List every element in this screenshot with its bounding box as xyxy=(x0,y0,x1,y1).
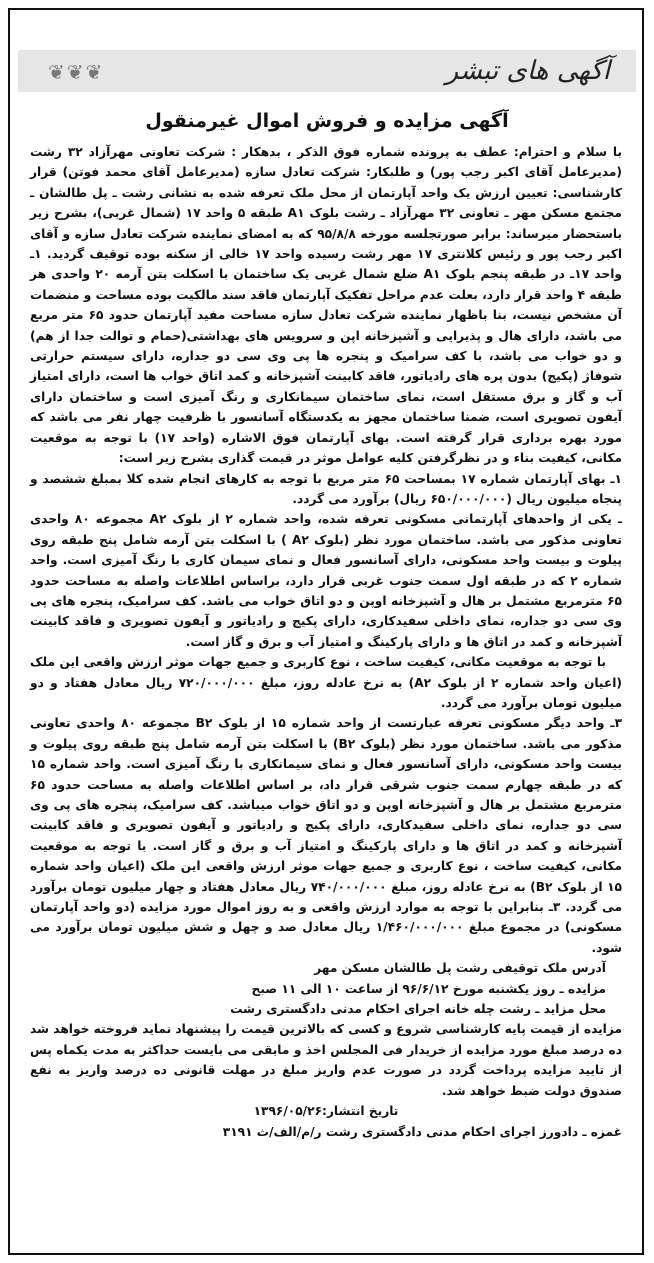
auction-terms: مزایده از قیمت پایه کارشناسی شروع و کسی که بالاترین قیمت را پیشنهاد نماید فروخته خواهد شد ده درصد مبلغ مورد مزایده از خریدار فی المجلس اخذ و مابقی می بایست حداکثر به مدت یکماه پس از تایید مزایده پرداخت گردد در صورت عدم واریز مبلغ در مهلت قانونی ده درصد واریز به نفع صندوق دولت ضبط خواهد شد. xyxy=(30,1022,622,1098)
paragraph-unit-2-value: با توجه به موقعیت مکانی، کیفیت ساخت ، نوع کاربری و جمیع جهات موثر ارزش واقعی این ملک (اعیان واحد شماره ۲ از بلوک A۲) به نرخ عادله روز، مبلغ ۷۲۰/۰۰۰/۰۰۰ ریال معادل هفتاد و دو میلیون تومان برآورد می گردد. xyxy=(30,655,622,710)
paragraph-unit-17: ۱ـ بهای آپارتمان شماره ۱۷ بمساحت ۶۵ متر مربع با توجه به کارهای انجام شده کلا بمبلغ ششصد و پنجاه میلیون ریال (۶۵۰/۰۰۰/۰۰۰ ریال) برآورد می گردد. xyxy=(30,471,622,506)
signature: غمزه ـ دادورز اجرای احکام مدنی دادگستری رشت ر/م/الف/ث ۳۱۹۱ xyxy=(222,1124,622,1139)
property-address: آدرس ملک توقیفی رشت پل طالشان مسکن مهر xyxy=(314,961,606,976)
notice-body xyxy=(30,142,622,1142)
auction-location: محل مزاید ـ رشت چله خانه اجرای احکام مدنی دادگستری رشت xyxy=(230,1002,606,1017)
newspaper-header xyxy=(18,50,636,92)
auction-time: مزایده ـ روز یکشنبه مورخ ۹۶/۶/۱۲ از ساعت ۱۰ الی ۱۱ صبح xyxy=(251,981,606,996)
notice-title: آگهی مزایده و فروش اموال غیرمنقول xyxy=(145,110,509,132)
paragraph-unit-2: ـ یکی از واحدهای آپارتمانی مسکونی تعرفه شده، واحد شماره ۲ از بلوک A۲ مجموعه ۸۰ واحدی تعاونی مذکور می باشد. ساختمان مورد نظر (بلوک A۲ ) با اسکلت بتن آرمه شامل پنج طبقه روی پیلوت و بیست واحد مسکونی، دارای آسانسور فعال و نمای سیمان کاری با رنگ آمیزی است. واحد شماره ۲ که در طبقه اول سمت جنوب غربی قرار دارد، براساس اطلاعات واصله به مساحت حدود ۶۵ مترمربع مشتمل بر هال و آشپزخانه اوپن و دو اتاق خواب می باشد. کف سرامیک، پنجره های پی وی سی دو جداره، نمای داخلی سفیدکاری، دارای پکیج و رادیاتور و آیفون تصویری و فاقد کابینت آشپزخانه و کمد در اتاق ها و دارای پارکینگ و امتیاز آب و برق و گاز است. xyxy=(30,512,622,649)
paragraph-intro: با سلام و احترام: عطف به پرونده شماره فوق الذکر ، بدهکار : شرکت تعاونی مهرآزاد ۳۲ رشت (مدیرعامل آقای اکبر رجب پور) و طلبکار: شرکت تعادل سازه (مدیرعامل آقای محمد فوتن) قرار کارشناسی: تعیین ارزش یک واحد آپارتمان از محل ملک تعرفه شده به نشانی رشت ـ پل طالشان ـ مجتمع مسکن مهر ـ تعاونی ۳۲ مهرآزاد ـ رشت بلوک A۱ طبقه ۵ واحد ۱۷ (شمال غربی)، بشرح زیر باستحضار میرساند: برابر صورتجلسه مورخه ۹۵/۸/۸ که به امضای نماینده شرکت تعادل سازه و آقای اکبر رجب پور و رئیس کلانتری ۱۷ مهر رشت رسیده واحد ۱۷ خالی از سکنه بوده توقیف گردید. ۱ـ واحد ۱۷ـ در طبقه پنجم بلوک A۱ ضلع شمال غربی یک ساختمان با اسکلت بتن آرمه ۲۰ واحدی هر طبقه ۴ واحد قرار دارد، بعلت عدم مراحل تفکیک آپارتمان فاقد سند مالکیت بوده مساحت و منضمات آن مشخص نیست، بنا باظهار نماینده شرکت تعادل سازه مساحت مفید آپارتمان حدود ۶۵ متر مربع می باشد، دارای هال و پذیرایی و آشپزخانه اپن و سرویس های بهداشتی(حمام و توالت جدا از هم) و دو خواب می باشد، با کف سرامیک و پنجره ها پی وی سی دو جداره، دارای سیستم حرارتی شوفاژ (پکیج) بدون پره های رادیاتور، فاقد کابینت آشپزخانه و کمد اتاق خواب ها است، دارای امتیاز آب و گاز و برق مستقل است، نمای ساختمان سیمانکاری و رنگ آمیزی است و ساختمان دارای آیفون تصویری است، ضمنا ساختمان مجهز به یکدستگاه آسانسور با ظرفیت چهار نفر می باشد که مورد بهره برداری قرار گرفته است. بهای آپارتمان فوق الاشاره (واحد ۱۷) با توجه به موقعیت مکانی، کیفیت بناء و در نظرگرفتن کلیه عوامل موثر در قیمت گذاری بشرح زیر است: xyxy=(30,145,623,466)
paragraph-unit-15: ۳ـ واحد دیگر مسکونی تعرفه عبارتست از واحد شماره ۱۵ از بلوک B۲ مجموعه ۸۰ واحدی تعاونی مذکور می باشد. ساختمان مورد نظر (بلوک B۲) با اسکلت بتن آرمه شامل پنج طبقه روی پیلوت و بیست واحد مسکونی، دارای آسانسور فعال و نمای سیمانکاری با رنگ آمیزی است. واحد شماره ۱۵ که در طبقه چهارم سمت جنوب شرقی قرار داد، بر اساس اطلاعات واصله به مساحت حدود ۶۵ مترمربع مشتمل بر هال و آشپزخانه اوپن و دو اتاق خواب میباشد. کف سرامیک، پنجره های پی وی سی دو جداره، نمای داخلی سفیدکاری، دارای پکیج و رادیاتور و آیفون تصویری و فاقد کابینت آشپزخانه و کمد در اتاق ها و دارای پارکینگ و امتیاز آب و برق و گاز است. با توجه به موقعیت مکانی، کیفیت ساخت ، نوع کاربری و جمیع جهات موثر ارزش واقعی این ملک (اعیان واحد شماره ۱۵ از بلوک B۲) به نرخ عادله روز، مبلغ ۷۴۰/۰۰۰/۰۰۰ ریال معادل هفتاد و چهار میلیون تومان برآورد می گردد. ۳ـ بنابراین با توجه به موارد ارزش واقعی و به روز اموال مورد مزایده (دو واحد آپارتمان مسکونی) در مجموع مبلغ ۱/۴۶۰/۰۰۰/۰۰۰ ریال معادل صد و چهل و شش میلیون تومان برآورد می شود. xyxy=(30,716,623,955)
floral-ornament-icon: ❦❦❦ xyxy=(48,60,105,84)
section-title: آگهی های تبشر xyxy=(445,56,610,86)
auction-details xyxy=(30,958,622,1019)
publish-date: تاریخ انتشار:۱۳۹۶/۰۵/۲۶ xyxy=(253,1104,399,1119)
